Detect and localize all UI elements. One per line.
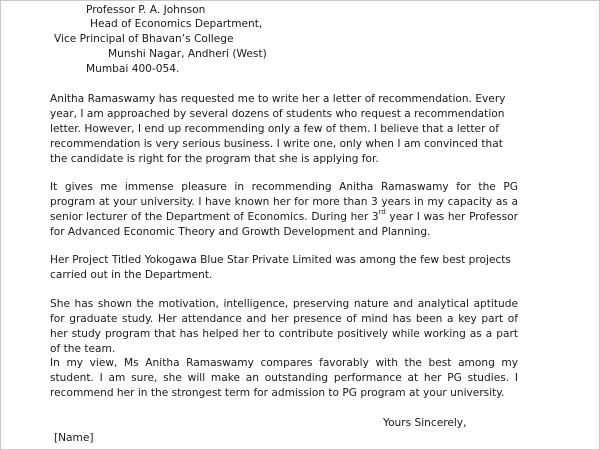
ordinal-suffix: rd: [378, 208, 386, 217]
paragraph-qualities: She has shown the motivation, intelligence, preserving nature and analytical aptitude for graduate study. Her attendance and her presence of mind has been a key part of her study program that has helped her to contribute positively while working as a part of the team.: [50, 298, 518, 355]
paragraph-recommendation-part1: It gives me immense pleasure in recommending Anitha Ramaswamy for the PG program at your university. I have known her for more than 3 years in my capacity as a senior lecturer of the Department of Economics. During her 3: [50, 181, 518, 223]
address-name: Professor P. A. Johnson: [86, 4, 206, 16]
address-position: Head of Economics Department,: [90, 18, 263, 30]
paragraph-intro: Anitha Ramaswamy has requested me to write her a letter of recommendation. Every year, I am approached by several dozens of students who request a recommendation letter. However, I end up recommending only a few of them. I believe that a letter of recommendation is very serious business. I write one, only when I am convinced that the candidate is right for the program that she is applying for.: [50, 93, 506, 165]
paragraph-recommendation-part2: year I was her Professor for Advanced Economic Theory and Growth Development and Planning.: [50, 211, 518, 238]
address-city: Mumbai 400-054.: [86, 63, 180, 75]
signature-placeholder: [Name]: [54, 432, 94, 444]
paragraph-recommendation: [50, 180, 518, 240]
paragraph-conclusion: In my view, Ms Anitha Ramaswamy compares favorably with the best among my student. I am sure, she will make an outstanding performance at her PG studies. I recommend her in the strongest term for admission to PG program at your university.: [50, 357, 518, 399]
address-role: Vice Principal of Bhavan’s College: [54, 33, 234, 45]
paragraph-project: Her Project Titled Yokogawa Blue Star Private Limited was among the few best projects carried out in the Department.: [50, 254, 511, 281]
address-street: Munshi Nagar, Andheri (West): [108, 48, 267, 60]
closing: Yours Sincerely,: [383, 417, 467, 429]
